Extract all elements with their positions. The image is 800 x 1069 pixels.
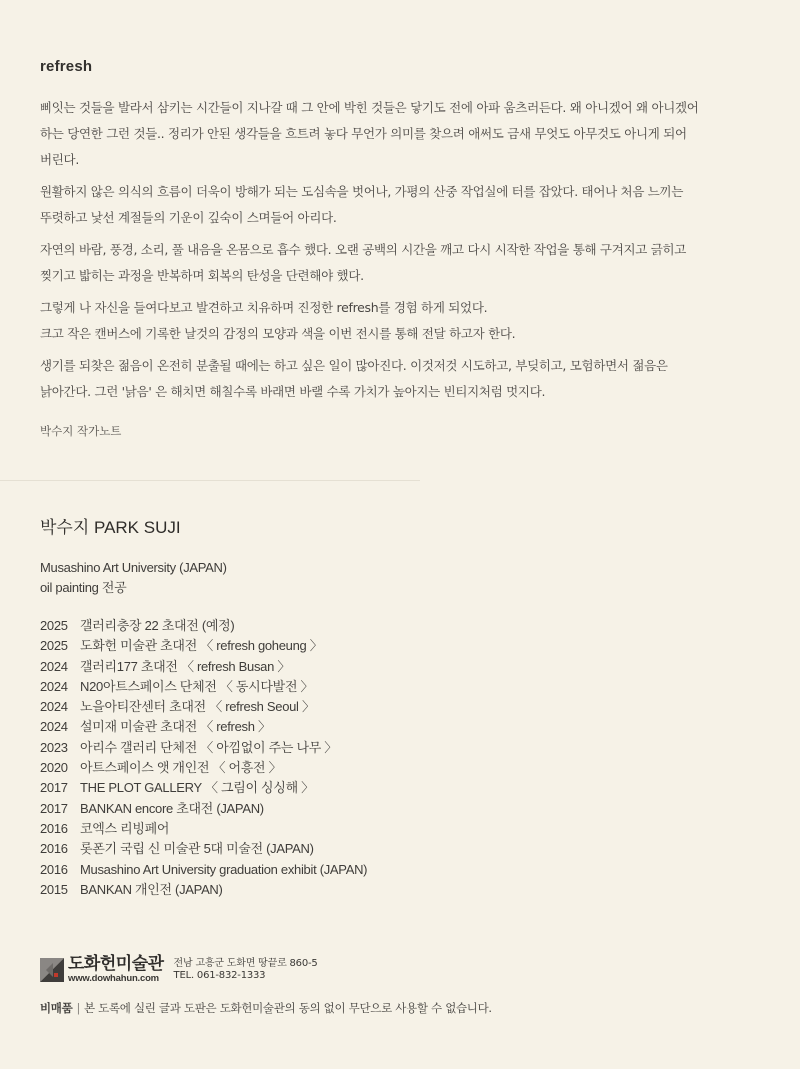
history-text: BANKAN 개인전 (JAPAN) xyxy=(80,881,223,897)
history-year: 2016 xyxy=(40,841,68,857)
history-text: 노을아티잔센터 초대전 〈 refresh Seoul 〉 xyxy=(80,699,315,715)
notice-label: 비매품 xyxy=(40,1001,73,1015)
essay-paragraph xyxy=(40,237,730,289)
history-year: 2023 xyxy=(40,739,68,755)
author-note: 박수지 작가노트 xyxy=(40,424,122,438)
history-row xyxy=(40,738,740,758)
history-text: THE PLOT GALLERY 〈 그림이 싱싱해 〉 xyxy=(80,780,314,796)
museum-website[interactable]: www.dowhahun.com xyxy=(68,973,159,984)
notice-text: 본 도록에 실린 글과 도판은 도화헌미술관의 동의 없이 무단으로 사용할 수 없습니다. xyxy=(84,1001,492,1015)
history-text: N20아트스페이스 단체전 〈 동시다발전 〉 xyxy=(80,678,314,694)
history-text: BANKAN encore 초대전 (JAPAN) xyxy=(80,800,264,816)
history-year: 2017 xyxy=(40,800,68,816)
history-row xyxy=(40,758,740,778)
history-text: 갤러리충장 22 초대전 (예정) xyxy=(80,618,235,633)
essay-line: 찢기고 밟히는 과정을 반복하며 회복의 탄성을 단련해야 했다. xyxy=(40,268,364,283)
history-row xyxy=(40,717,740,737)
history-text: 도화헌 미술관 초대전 〈 refresh goheung 〉 xyxy=(80,638,323,654)
history-year: 2024 xyxy=(40,719,68,735)
history-year: 2024 xyxy=(40,658,68,674)
essay-paragraph xyxy=(40,295,730,347)
section-divider xyxy=(0,480,420,481)
museum-logo-block xyxy=(40,956,760,984)
essay-line: 원활하지 않은 의식의 흐름이 더욱이 방해가 되는 도심속을 벗어나, 가평의 산중 작업실에 터를 잡았다. 태어나 처음 느끼는 xyxy=(40,184,684,199)
museum-contact xyxy=(174,958,318,982)
essay-line: 크고 작은 캔버스에 기록한 날것의 감정의 모양과 색을 이번 전시를 통해 전달 하고자 한다. xyxy=(40,326,516,341)
exhibition-history xyxy=(40,616,740,900)
history-text: Musashino Art University graduation exhibit (JAPAN) xyxy=(80,861,368,877)
essay-line: 삐잇는 것들을 발라서 삼키는 시간들이 지나갈 때 그 안에 박힌 것들은 닿기도 전에 아파 움츠러든다. 왜 아니겠어 왜 아니겠어 xyxy=(40,100,699,115)
history-text: 설미재 미술관 초대전 〈 refresh 〉 xyxy=(80,719,271,735)
history-year: 2017 xyxy=(40,780,68,796)
copyright-notice xyxy=(40,1000,760,1016)
history-text: 갤러리177 초대전 〈 refresh Busan 〉 xyxy=(80,658,291,674)
history-row xyxy=(40,677,740,697)
history-text: 아리수 갤러리 단체전 〈 아낌없이 주는 나무 〉 xyxy=(80,739,337,755)
artist-profile xyxy=(40,513,740,900)
education-block xyxy=(40,558,740,598)
history-year: 2024 xyxy=(40,699,68,715)
essay-section xyxy=(40,58,730,439)
history-year: 2025 xyxy=(40,618,68,633)
history-year: 2016 xyxy=(40,861,68,877)
page-footer xyxy=(40,956,760,1016)
essay-paragraph xyxy=(40,179,730,231)
history-year: 2016 xyxy=(40,820,68,836)
history-text: 아트스페이스 앳 개인전 〈 어흥전 〉 xyxy=(80,760,282,776)
artist-name: 박수지 PARK SUJI xyxy=(40,518,181,537)
essay-line: 그렇게 나 자신을 들여다보고 발견하고 치유하며 진정한 refresh를 경험 하게 되었다. xyxy=(40,300,488,315)
history-year: 2024 xyxy=(40,678,68,694)
essay-line: 낡아간다. 그런 '낡음' 은 해치면 해칠수록 바래면 바랠 수록 가치가 높아지는 빈티지처럼 멋지다. xyxy=(40,384,546,399)
essay-title: refresh xyxy=(40,58,93,75)
history-row xyxy=(40,636,740,656)
notice-separator: | xyxy=(76,1001,81,1015)
museum-tel: TEL. 061-832-1333 xyxy=(173,970,266,981)
history-year: 2020 xyxy=(40,760,68,776)
history-year: 2015 xyxy=(40,881,68,897)
museum-logo-text xyxy=(68,956,164,984)
history-row xyxy=(40,778,740,798)
essay-paragraph xyxy=(40,95,730,173)
essay-line: 하는 당연한 그런 것들.. 정리가 안된 생각들을 흐트려 놓다 무언가 의미를 찾으려 애써도 금새 무엇도 아무것도 아니게 되어 xyxy=(40,126,687,141)
history-row xyxy=(40,880,740,900)
history-row xyxy=(40,799,740,819)
education-school: Musashino Art University (JAPAN) xyxy=(40,560,227,575)
history-row xyxy=(40,657,740,677)
history-row xyxy=(40,616,740,636)
essay-line: 버린다. xyxy=(40,152,79,167)
history-row xyxy=(40,839,740,859)
essay-line: 생기를 되찾은 젊음이 온전히 분출될 때에는 하고 싶은 일이 많아진다. 이것저것 시도하고, 부딪히고, 모험하면서 젊음은 xyxy=(40,358,668,373)
history-text: 롯폰기 국립 신 미술관 5대 미술전 (JAPAN) xyxy=(80,841,314,857)
museum-name: 도화헌미술관 xyxy=(68,954,164,974)
education-major: oil painting 전공 xyxy=(40,580,127,595)
essay-paragraph xyxy=(40,353,730,405)
history-row xyxy=(40,697,740,717)
essay-line: 뚜렷하고 낯선 계절들의 기운이 깊숙이 스며들어 아리다. xyxy=(40,210,337,225)
museum-logo-icon xyxy=(40,958,64,982)
history-row xyxy=(40,819,740,839)
history-row xyxy=(40,860,740,880)
museum-address: 전남 고흥군 도화면 땅끝로 860-5 xyxy=(173,958,318,969)
essay-line: 자연의 바람, 풍경, 소리, 풀 내음을 온몸으로 흡수 했다. 오랜 공백의 시간을 깨고 다시 시작한 작업을 통해 구겨지고 긁히고 xyxy=(40,242,687,257)
history-text: 코엑스 리빙페어 xyxy=(80,820,170,836)
history-year: 2025 xyxy=(40,638,68,654)
